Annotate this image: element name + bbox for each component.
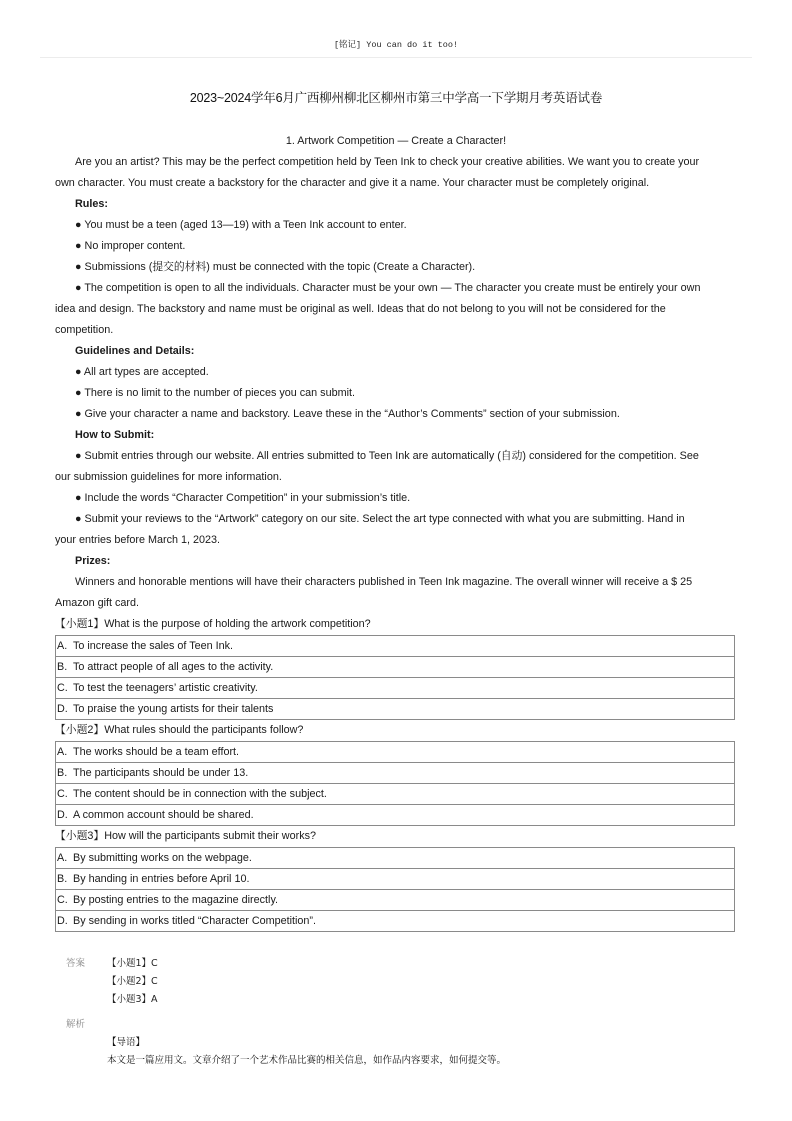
option-b[interactable]: B. The participants should be under 13. xyxy=(56,763,735,784)
submit-item-3-line-1: ● Submit your reviews to the “Artwork” category on our site. Select the art type connected with what you are submitting. Hand in xyxy=(75,513,685,525)
answer-list xyxy=(107,955,227,1009)
option-b[interactable]: B. To attract people of all ages to the activity. xyxy=(56,657,735,678)
question-2-label: 【小题2】What rules should the participants follow? xyxy=(55,724,304,736)
submit-heading: How to Submit: xyxy=(75,429,155,441)
submit-item-1-line-2: our submission guidelines for more information. xyxy=(55,471,282,483)
guideline-item: ● All art types are accepted. xyxy=(75,366,209,378)
question-1-options xyxy=(55,635,735,720)
submit-item-2: ● Include the words “Character Competition” in your submission’s title. xyxy=(75,492,411,504)
prizes-heading: Prizes: xyxy=(75,555,111,567)
question-2-options xyxy=(55,741,735,826)
intro-line-2: own character. You must create a backstory for the character and give it a name. Your character must be completely original. xyxy=(55,177,650,189)
header-divider xyxy=(40,57,752,58)
guideline-item: ● Give your character a name and backstory. Leave these in the “Author’s Comments” section of your submission. xyxy=(75,408,620,420)
option-d[interactable]: D. By sending in works titled “Character Competition”. xyxy=(56,911,735,932)
header-motto: [铭记] You can do it too! xyxy=(333,40,459,50)
option-d[interactable]: D. A common account should be shared. xyxy=(56,805,735,826)
answer-item: 【小题2】C xyxy=(107,976,158,987)
intro-line-1: Are you an artist? This may be the perfect competition held by Teen Ink to check your creative abilities. We want you to create your xyxy=(75,156,700,168)
option-d[interactable]: D. To praise the young artists for their talents xyxy=(56,699,735,720)
option-a[interactable]: A. The works should be a team effort. xyxy=(56,742,735,763)
rule-item: ● No improper content. xyxy=(75,240,186,252)
question-3-label: 【小题3】How will the participants submit their works? xyxy=(55,830,317,842)
prizes-line-1: Winners and honorable mentions will have their characters published in Teen Ink magazine. The overall winner will receive a $ 25 xyxy=(75,576,693,588)
passage-heading: 1. Artwork Competition — Create a Character! xyxy=(285,135,507,147)
option-c[interactable]: C. The content should be in connection with the subject. xyxy=(56,784,735,805)
guide-title: 【导语】 xyxy=(107,1037,146,1048)
answer-item: 【小题3】A xyxy=(107,994,158,1005)
question-1-label: 【小题1】What is the purpose of holding the artwork competition? xyxy=(55,618,371,630)
option-c[interactable]: C. To test the teenagers’ artistic creativity. xyxy=(56,678,735,699)
analysis-label: 解析 xyxy=(66,1019,86,1030)
passage-content xyxy=(55,131,737,932)
guide-text: 本文是一篇应用文。文章介绍了一个艺术作品比赛的相关信息，如作品内容要求，如何提交等。 xyxy=(107,1055,507,1066)
guideline-item: ● There is no limit to the number of pieces you can submit. xyxy=(75,387,355,399)
option-b[interactable]: B. By handing in entries before April 10. xyxy=(56,869,735,890)
prizes-line-2: Amazon gift card. xyxy=(55,597,140,609)
document-title: 2023~2024学年6月广西柳州柳北区柳州市第三中学高一下学期月考英语试卷 xyxy=(189,91,603,105)
submit-item-3-line-2: your entries before March 1, 2023. xyxy=(55,534,221,546)
option-c[interactable]: C. By posting entries to the magazine directly. xyxy=(56,890,735,911)
option-a[interactable]: A. By submitting works on the webpage. xyxy=(56,848,735,869)
rule-item-4-line-3: competition. xyxy=(55,324,114,336)
answer-label: 答案 xyxy=(66,958,86,969)
rule-item: ● Submissions (提交的材料) must be connected with the topic (Create a Character). xyxy=(75,261,476,273)
rules-heading: Rules: xyxy=(75,198,108,210)
answer-item: 【小题1】C xyxy=(107,958,158,969)
guidelines-heading: Guidelines and Details: xyxy=(75,345,195,357)
question-3-options xyxy=(55,847,735,932)
rule-item-4-line-1: ● The competition is open to all the individuals. Character must be your own — The character you create must be entirely your own xyxy=(75,282,701,294)
option-a[interactable]: A. To increase the sales of Teen Ink. xyxy=(56,636,735,657)
rule-item: ● You must be a teen (aged 13—19) with a Teen Ink account to enter. xyxy=(75,219,407,231)
rule-item-4-line-2: idea and design. The backstory and name must be original as well. Ideas that do not belong to you will not be considered for the xyxy=(55,303,666,315)
submit-item-1-line-1: ● Submit entries through our website. All entries submitted to Teen Ink are automatically (自动) considered for the competition. See xyxy=(75,450,699,462)
